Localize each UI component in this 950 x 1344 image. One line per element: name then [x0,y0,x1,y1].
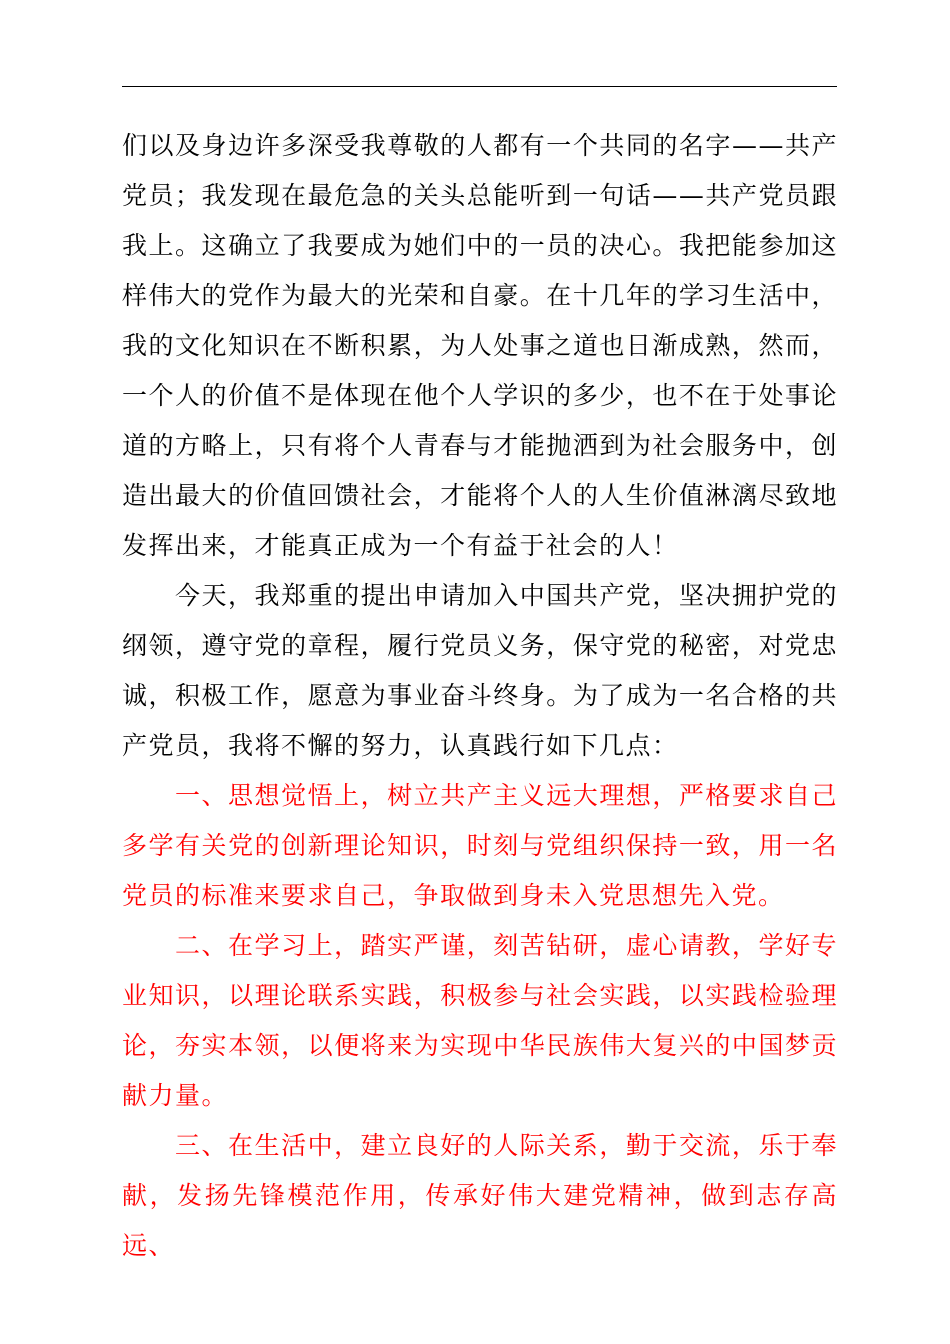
document-body [122,121,838,1271]
paragraph-point-three: 三、在生活中，建立良好的人际关系，勤于交流，乐于奉献，发扬先锋模范作用，传承好伟大建党精神，做到志存高远、 [122,1131,838,1260]
paragraph-point-two: 二、在学习上，踏实严谨，刻苦钻研，虚心请教，学好专业知识，以理论联系实践，积极参与社会实践，以实践检验理论，夯实本领，以便将来为实现中华民族伟大复兴的中国梦贡献力量。 [122,931,838,1110]
paragraph-application: 今天，我郑重的提出申请加入中国共产党，坚决拥护党的纲领，遵守党的章程，履行党员义务，保守党的秘密，对党忠诚，积极工作，愿意为事业奋斗终身。为了成为一名合格的共产党员，我将不懈的努力，认真践行如下几点： [122,581,838,760]
paragraph-point-one: 一、思想觉悟上，树立共产主义远大理想，严格要求自己多学有关党的创新理论知识，时刻与党组织保持一致，用一名党员的标准来要求自己，争取做到身未入党思想先入党。 [122,781,838,910]
header-rule [122,86,837,87]
paragraph-continuation: 们以及身边许多深受我尊敬的人都有一个共同的名字——共产党员；我发现在最危急的关头总能听到一句话——共产党员跟我上。这确立了我要成为她们中的一员的决心。我把能参加这样伟大的党作为最大的光荣和自豪。在十几年的学习生活中，我的文化知识在不断积累，为人处事之道也日渐成熟，然而，一个人的价值不是体现在他个人学识的多少，也不在于处事论道的方略上，只有将个人青春与才能抛洒到为社会服务中，创造出最大的价值回馈社会，才能将个人的人生价值淋漓尽致地发挥出来，才能真正成为一个有益于社会的人！ [122,131,838,560]
